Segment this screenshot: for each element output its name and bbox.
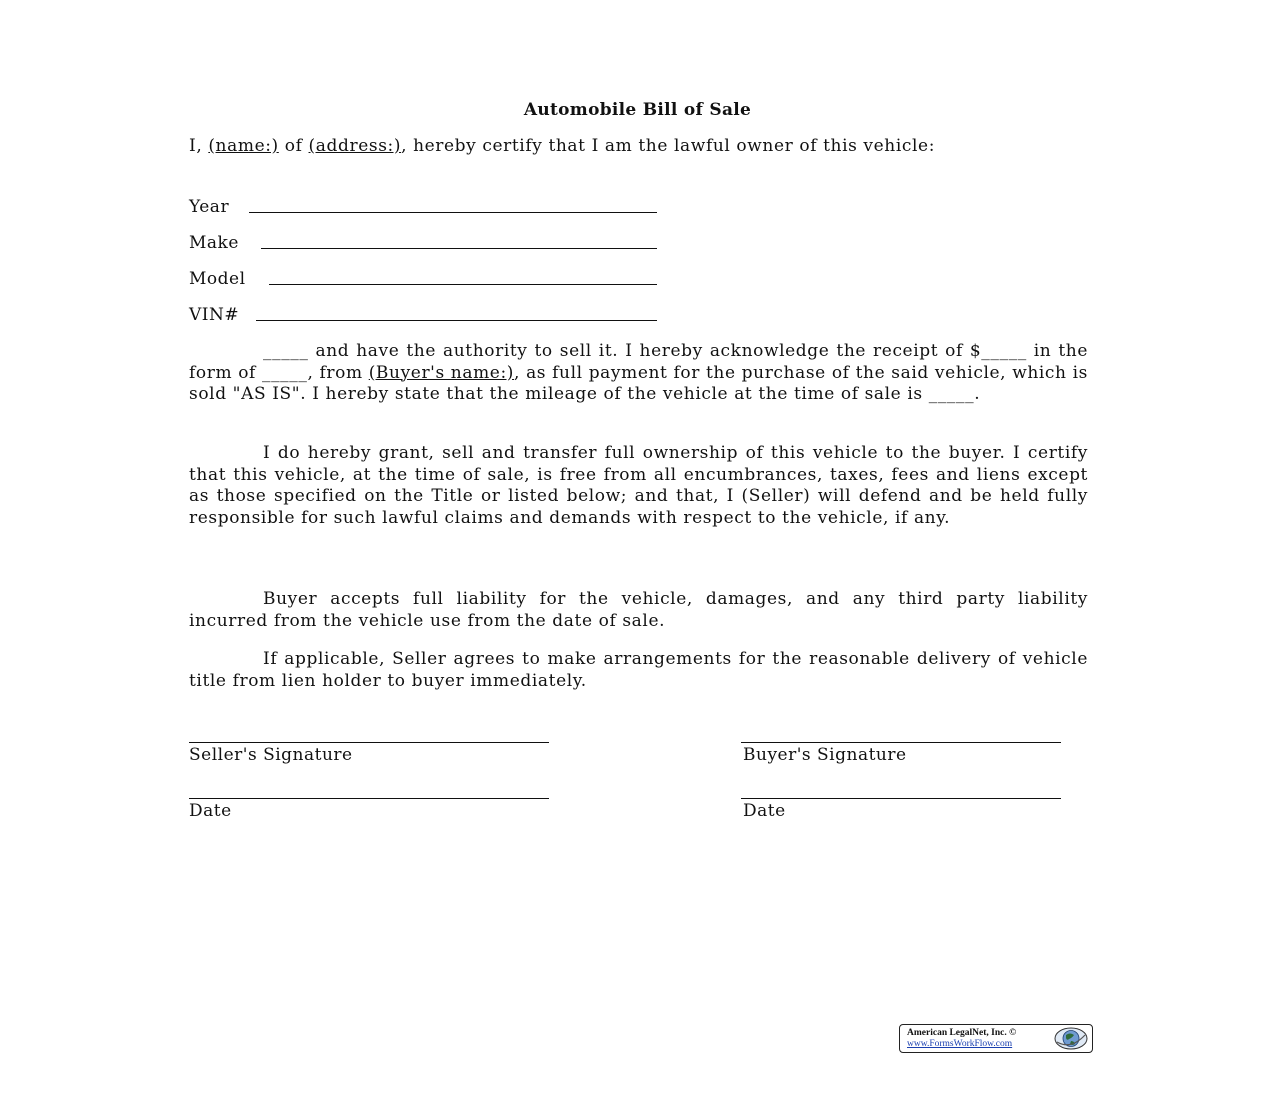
payment-paragraph: _____ and have the authority to sell it. I hereby acknowledge the receipt of $_____ in the form of _____, from (Buyer's name:), as full payment for the purchase of the said vehicle, which is sold "AS IS". I hereby state that the mileage of the vehicle at the time of sale is _____. (189, 341, 1088, 404)
seller-date-line[interactable] (189, 798, 549, 799)
buyer-name-placeholder[interactable]: (Buyer's name:) (368, 362, 515, 383)
logo-company-text: American LegalNet, Inc. © (907, 1028, 1017, 1038)
seller-signature-line[interactable] (189, 742, 549, 743)
grant-paragraph: I do hereby grant, sell and transfer full ownership of this vehicle to the buyer. I certify that this vehicle, at the time of sale, is free from all encumbrances, taxes, fees and liens except as those specified on the Title or listed below; and that, I (Seller) will defend and be held fully responsible for such lawful claims and demands with respect to the vehicle, if any. (189, 443, 1088, 528)
globe-icon (1054, 1027, 1088, 1050)
make-field-line[interactable] (261, 248, 657, 249)
make-label: Make (189, 233, 239, 253)
buyer-date-line[interactable] (741, 798, 1061, 799)
vin-label: VIN# (189, 305, 240, 325)
name-placeholder[interactable]: (name:) (208, 136, 279, 156)
intro-paragraph: I, (name:) of (address:), hereby certify that I am the lawful owner of this vehicle: (189, 136, 936, 156)
vin-field-line[interactable] (256, 320, 657, 321)
model-field-line[interactable] (269, 284, 657, 285)
document-title: Automobile Bill of Sale (523, 100, 752, 120)
buyer-signature-label: Buyer's Signature (743, 745, 907, 765)
liability-paragraph: Buyer accepts full liability for the vehicle, damages, and any third party liability incurred from the vehicle use from the date of sale. (189, 589, 1088, 631)
delivery-paragraph: If applicable, Seller agrees to make arrangements for the reasonable delivery of vehicle title from lien holder to buyer immediately. (189, 649, 1088, 691)
year-label: Year (189, 197, 230, 217)
model-label: Model (189, 269, 246, 289)
seller-date-label: Date (189, 801, 232, 821)
buyer-date-label: Date (743, 801, 786, 821)
year-field-line[interactable] (249, 212, 657, 213)
american-legalnet-logo[interactable] (899, 1024, 1093, 1053)
seller-signature-label: Seller's Signature (189, 745, 353, 765)
logo-url-link[interactable]: www.FormsWorkFlow.com (907, 1039, 1013, 1049)
address-placeholder[interactable]: (address:) (308, 136, 402, 156)
buyer-signature-line[interactable] (741, 742, 1061, 743)
